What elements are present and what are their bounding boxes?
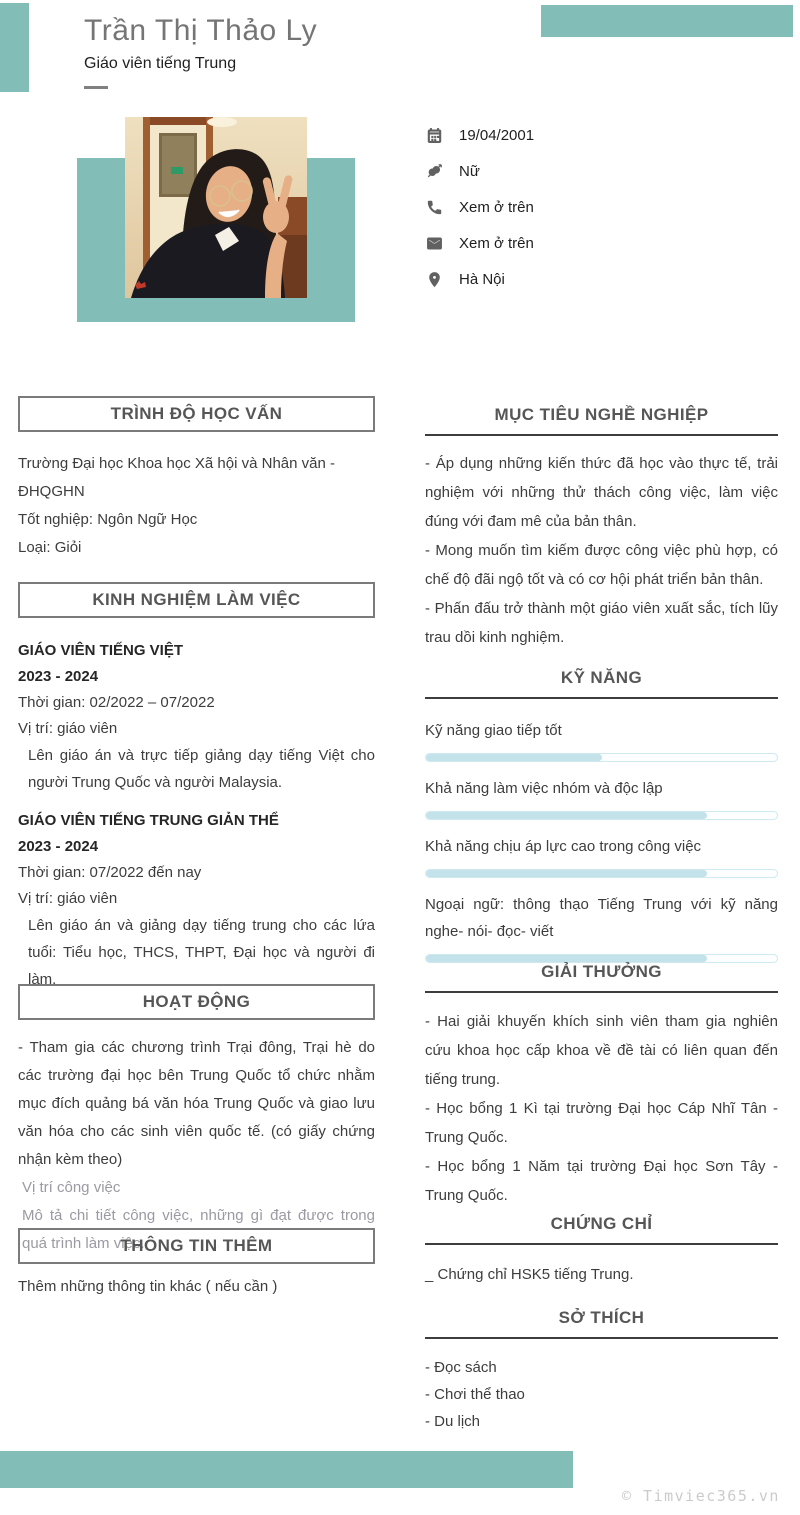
skill-item — [425, 775, 778, 820]
section-heading-certificates: CHỨNG CHỈ — [550, 1214, 653, 1233]
section-heading-objective: MỤC TIÊU NGHỀ NGHIỆP — [494, 405, 709, 424]
heading-underline — [425, 991, 778, 993]
section-experience — [18, 582, 375, 1005]
location-value: Hà Nội — [459, 270, 505, 288]
section-hobbies — [425, 1308, 778, 1435]
info-row-location — [425, 269, 534, 289]
skill-label: Ngoại ngữ: thông thạo Tiếng Trung với kỹ năng nghe- nói- đọc- viết — [425, 896, 778, 940]
section-heading-experience: KINH NGHIỆM LÀM VIỆC — [18, 582, 375, 618]
job-title-text: GIÁO VIÊN TIẾNG TRUNG GIẢN THỂ — [18, 812, 279, 829]
objective-item: - Áp dụng những kiến thức đã học vào thực tế, trải nghiệm với những thử thách công việc, làm việc đúng với đam mê của bản thân. — [425, 455, 778, 530]
section-heading-education: TRÌNH ĐỘ HỌC VẤN — [18, 396, 375, 432]
skill-item — [425, 891, 778, 963]
envelope-icon — [425, 234, 443, 252]
info-row-gender — [425, 161, 534, 181]
heading-underline — [425, 434, 778, 436]
activities-text: - Tham gia các chương trình Trại đông, Trại hè do các trường đại học bên Trung Quốc tổ chức nhằm mục đích quảng bá văn hóa Trung Quốc và giao lưu văn hóa cho các sinh viên quốc tế. (có giấy chứng nhận kèm theo) — [18, 1039, 375, 1168]
job-position: Vị trí: giáo viên — [18, 720, 118, 737]
section-objective — [425, 405, 778, 652]
candidate-job-title: Giáo viên tiếng Trung — [84, 55, 237, 72]
experience-item — [18, 638, 375, 796]
info-row-dob — [425, 125, 534, 145]
education-school: Trường Đại học Khoa học Xã hội và Nhân văn - ĐHQGHN — [18, 455, 335, 500]
candidate-name: Trần Thị Thảo Ly — [84, 14, 318, 47]
job-time: Thời gian: 07/2022 đến nay — [18, 864, 202, 881]
section-certificates — [425, 1214, 778, 1288]
section-awards — [425, 962, 778, 1210]
certificate-item: _ Chứng chỉ HSK5 tiếng Trung. — [425, 1266, 634, 1283]
job-title-underline — [84, 86, 108, 89]
accent-footer-bar — [0, 1451, 573, 1488]
location-pin-icon — [425, 270, 443, 288]
profile-photo — [125, 117, 307, 298]
job-description: Lên giáo án và trực tiếp giảng dạy tiếng Việt cho người Trung Quốc và người Malaysia. — [28, 747, 375, 791]
section-heading-awards: GIẢI THƯỞNG — [541, 962, 662, 981]
skill-label: Kỹ năng giao tiếp tốt — [425, 722, 562, 739]
gender-icon — [425, 162, 443, 180]
education-major: Tốt nghiệp: Ngôn Ngữ Học — [18, 511, 198, 528]
section-heading-skills: KỸ NĂNG — [560, 668, 643, 687]
hobby-item: - Đọc sách — [425, 1359, 497, 1376]
hobby-item: - Du lịch — [425, 1413, 481, 1430]
activities-desc-placeholder: Mô tả chi tiết công việc, những gì đạt được trong quá trình làm việc. — [22, 1207, 375, 1252]
profile-photo-illustration — [125, 117, 307, 298]
skill-bar-track — [425, 753, 778, 762]
info-row-email — [425, 233, 534, 253]
award-item: - Học bổng 1 Năm tại trường Đại học Sơn Tây - Trung Quốc. — [425, 1158, 778, 1204]
heading-underline — [425, 697, 778, 699]
phone-value: Xem ở trên — [459, 198, 534, 216]
objective-item: - Mong muốn tìm kiếm được công việc phù hợp, có chế độ đãi ngộ tốt và có cơ hội phát triển bản thân. — [425, 542, 778, 588]
hobby-item: - Chơi thể thao — [425, 1386, 525, 1403]
skill-bar-track — [425, 811, 778, 820]
job-time: Thời gian: 02/2022 – 07/2022 — [18, 694, 215, 711]
job-title-text: GIÁO VIÊN TIẾNG VIỆT — [18, 642, 184, 659]
phone-icon — [425, 198, 443, 216]
section-heading-activities: HOẠT ĐỘNG — [18, 984, 375, 1020]
activities-position-placeholder: Vị trí công việc — [22, 1179, 121, 1196]
section-heading-additional-info: THÔNG TIN THÊM — [18, 1228, 375, 1264]
gender-value: Nữ — [459, 162, 480, 180]
personal-info-list — [425, 125, 534, 289]
job-years: 2023 - 2024 — [18, 668, 99, 685]
calendar-icon — [425, 126, 443, 144]
section-skills — [425, 668, 778, 976]
heading-underline — [425, 1243, 778, 1245]
objective-item: - Phấn đấu trở thành một giáo viên xuất sắc, tích lũy trau dồi kinh nghiệm. — [425, 600, 778, 646]
section-activities — [18, 984, 375, 1258]
skill-bar-track — [425, 869, 778, 878]
section-additional-info — [18, 1228, 375, 1300]
skill-item — [425, 717, 778, 762]
dob-value: 19/04/2001 — [459, 126, 535, 144]
skill-bar-fill — [426, 812, 707, 819]
skill-label: Khả năng chịu áp lực cao trong công việc — [425, 838, 702, 855]
email-value: Xem ở trên — [459, 234, 534, 252]
heading-underline — [425, 1337, 778, 1339]
experience-item — [18, 808, 375, 993]
job-years: 2023 - 2024 — [18, 838, 99, 855]
skill-bar-fill — [426, 754, 602, 761]
award-item: - Học bổng 1 Kì tại trường Đại học Cáp Nhĩ Tân - Trung Quốc. — [425, 1100, 778, 1146]
section-heading-hobbies: SỞ THÍCH — [558, 1308, 645, 1327]
section-education — [18, 396, 375, 562]
site-watermark: © Timviec365.vn — [622, 1487, 780, 1505]
accent-top-bar — [541, 5, 793, 37]
skill-item — [425, 833, 778, 878]
skill-label: Khả năng làm việc nhóm và độc lập — [425, 780, 663, 797]
accent-corner-block — [0, 3, 29, 92]
award-item: - Hai giải khuyến khích sinh viên tham gia nghiên cứu khoa học cấp khoa về đề tài có liên quan đến tiếng trung. — [425, 1013, 778, 1088]
job-position: Vị trí: giáo viên — [18, 890, 118, 907]
education-grade: Loại: Giỏi — [18, 539, 82, 556]
skill-bar-fill — [426, 870, 707, 877]
job-description: Lên giáo án và giảng dạy tiếng trung cho các lứa tuổi: Tiểu học, THCS, THPT, Đại học và người đi làm. — [28, 917, 375, 988]
additional-info-text: Thêm những thông tin khác ( nếu cần ) — [18, 1278, 278, 1295]
skill-bar-fill — [426, 955, 707, 962]
info-row-phone — [425, 197, 534, 217]
